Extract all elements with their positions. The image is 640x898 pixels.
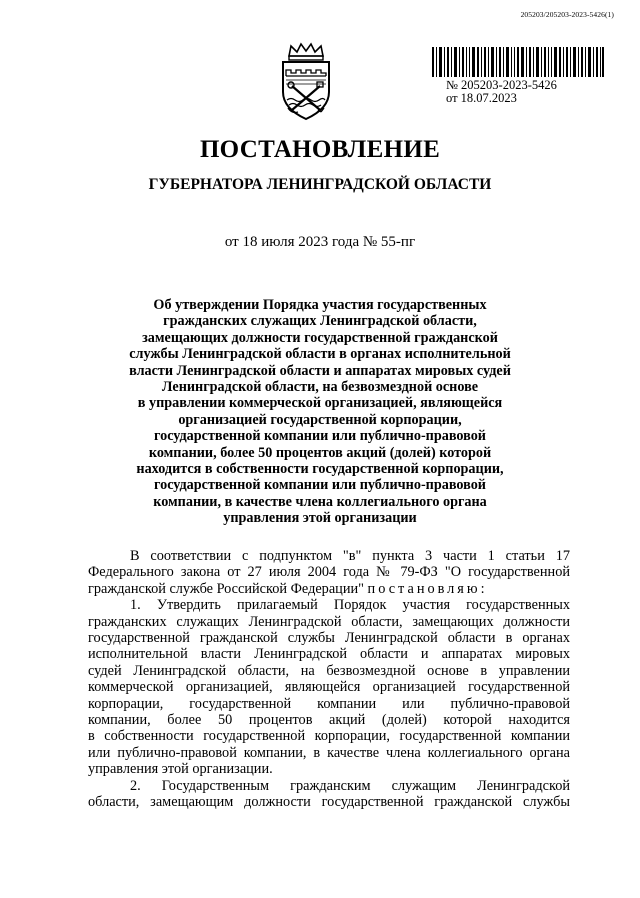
heading-line: службы Ленинградской области в органах исполнительной — [129, 346, 511, 363]
coat-of-arms-emblem — [277, 42, 335, 122]
body-line: 1. Утвердить прилагаемый Порядок участия государственных — [130, 597, 570, 614]
registration-date: от 18.07.2023 — [446, 91, 517, 105]
body-line: гражданских служащих Ленинградской области, замещающих должности — [88, 613, 570, 630]
body-line: области, замещающим должности государственной гражданской службы — [88, 794, 570, 811]
heading-line: Об утверждении Порядка участия государственных — [153, 297, 487, 313]
body-line: Федерального закона от 27 июля 2004 года № 79-ФЗ "О государственной — [88, 564, 570, 581]
body-line: коммерческой организацией, являющейся организацией государственной — [88, 679, 570, 696]
document-date-number: от 18 июля 2023 года № 55-пг — [224, 234, 416, 250]
heading-line: государственной компании или публично-правовой — [154, 477, 486, 494]
document-heading — [100, 297, 540, 527]
barcode — [432, 47, 604, 77]
heading-line: компании, более 50 процентов акций (долей) которой — [148, 444, 492, 461]
body-line — [88, 581, 570, 597]
heading-line: замещающих должности государственной гражданской — [142, 329, 498, 346]
document-subtitle: ГУБЕРНАТОРА ЛЕНИНГРАДСКОЙ ОБЛАСТИ — [148, 176, 492, 193]
registration-block — [446, 79, 557, 105]
heading-line: Ленинградской области, на безвозмездной основе — [161, 379, 479, 396]
body-line: 2. Государственным гражданским служащим Ленинградской — [130, 777, 570, 794]
heading-line: государственной компании или публично-правовой — [154, 428, 486, 445]
heading-line: находится в собственности государственной корпорации, — [136, 461, 504, 478]
body-line: государственной гражданской службы Ленинградской области в органах — [88, 630, 570, 647]
body-line-text: гражданской службе Российской Федерации" — [88, 580, 368, 597]
body-line: В соответствии с подпунктом "в" пункта 3 части 1 статьи 17 — [130, 548, 570, 564]
body-line: или публично-правовой компании, в качестве члена коллегиального органа — [88, 744, 570, 761]
heading-line: управления этой организации — [223, 510, 417, 527]
document-title: ПОСТАНОВЛЕНИЕ — [199, 136, 441, 163]
heading-line: гражданских служащих Ленинградской области, — [163, 313, 477, 330]
body-line: управления этой организации. — [88, 761, 273, 778]
registration-number: № 205203-2023-5426 — [446, 78, 557, 92]
heading-line: власти Ленинградской области и аппаратах мировых судей — [129, 362, 511, 379]
heading-line: организацией государственной корпорации, — [178, 411, 462, 428]
document-body — [88, 548, 570, 811]
body-line: корпорации, государственной компании или публично-правовой — [88, 695, 570, 712]
document-code: 205203/205203-2023-5426(1) — [520, 10, 614, 19]
postanovlyayu-word: постановляю: — [367, 580, 488, 597]
heading-line: компании, в качестве члена коллегиального органа — [153, 493, 487, 510]
body-line: судей Ленинградской области, на безвозмездной основе в управлении — [88, 662, 570, 679]
body-line: в собственности государственной корпорации, государственной компании — [88, 728, 570, 745]
heading-line: в управлении коммерческой организацией, являющейся — [137, 395, 503, 412]
body-line: исполнительной власти Ленинградской области и аппаратах мировых — [88, 646, 570, 663]
body-line: компании, более 50 процентов акций (долей) которой находится — [88, 712, 570, 729]
